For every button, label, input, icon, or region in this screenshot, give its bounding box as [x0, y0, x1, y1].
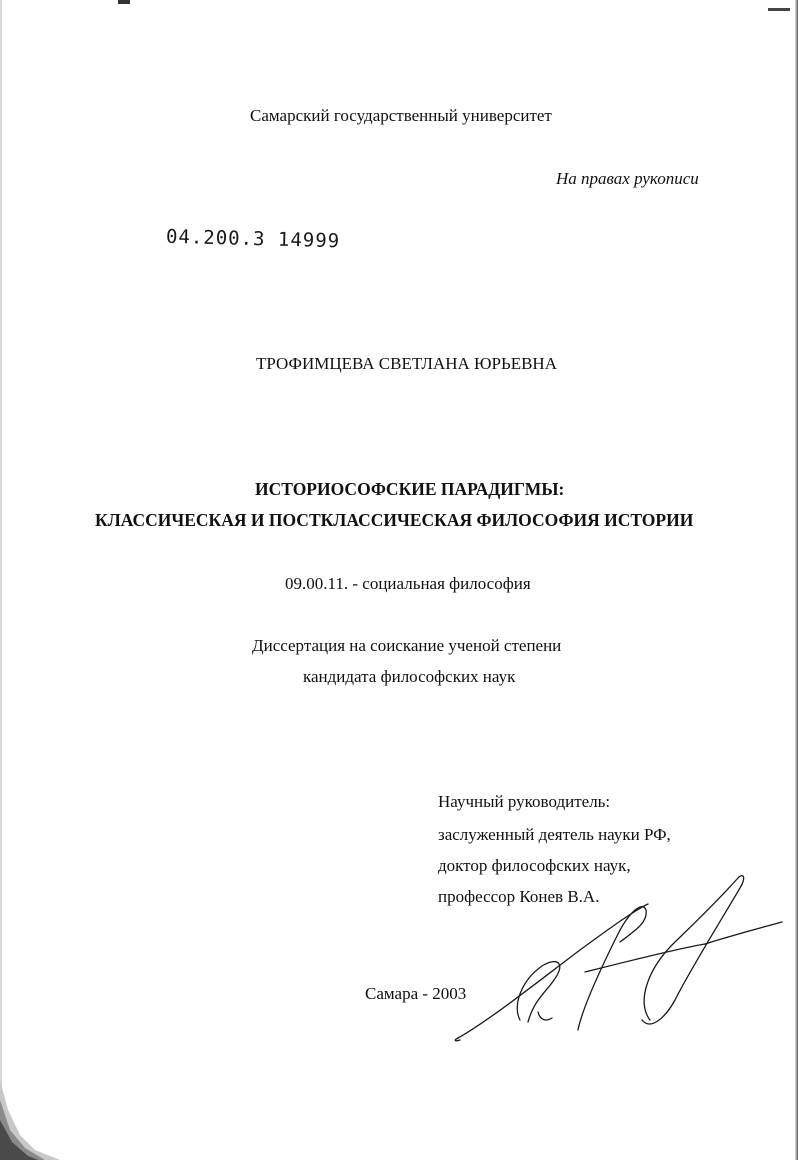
dissertation-title-line1: ИСТОРИОСОФСКИЕ ПАРАДИГМЫ:: [255, 479, 565, 499]
dissertation-degree-line1: Диссертация на соискание ученой степени: [252, 636, 562, 655]
scan-left-edge: [0, 0, 2, 1160]
signature-image: [450, 870, 790, 1050]
scan-top-right-mark: [768, 8, 790, 11]
manuscript-note: На правах рукописи: [556, 169, 699, 188]
author-name: ТРОФИМЦЕВА СВЕТЛАНА ЮРЬЕВНА: [256, 354, 557, 373]
supervisor-title: заслуженный деятель науки РФ,: [438, 825, 671, 844]
specialty-code: 09.00.11. - социальная философия: [285, 574, 531, 593]
supervisor-name: профессор Конев В.А.: [438, 887, 600, 906]
scan-corner-shadow: [0, 1040, 60, 1160]
supervisor-degree: доктор философских наук,: [438, 856, 631, 875]
supervisor-heading: Научный руководитель:: [438, 792, 611, 811]
dissertation-title-line2: КЛАССИЧЕСКАЯ И ПОСТКЛАССИЧЕСКАЯ ФИЛОСОФИЯ ИСТОРИИ: [95, 510, 694, 530]
city-year: Самара - 2003: [365, 984, 467, 1003]
registry-number-stamp: 04.200.3 14999: [165, 225, 341, 253]
university-name: Самарский государственный университет: [250, 106, 552, 125]
scan-top-mark: [118, 0, 130, 4]
dissertation-degree-line2: кандидата философских наук: [303, 667, 516, 686]
